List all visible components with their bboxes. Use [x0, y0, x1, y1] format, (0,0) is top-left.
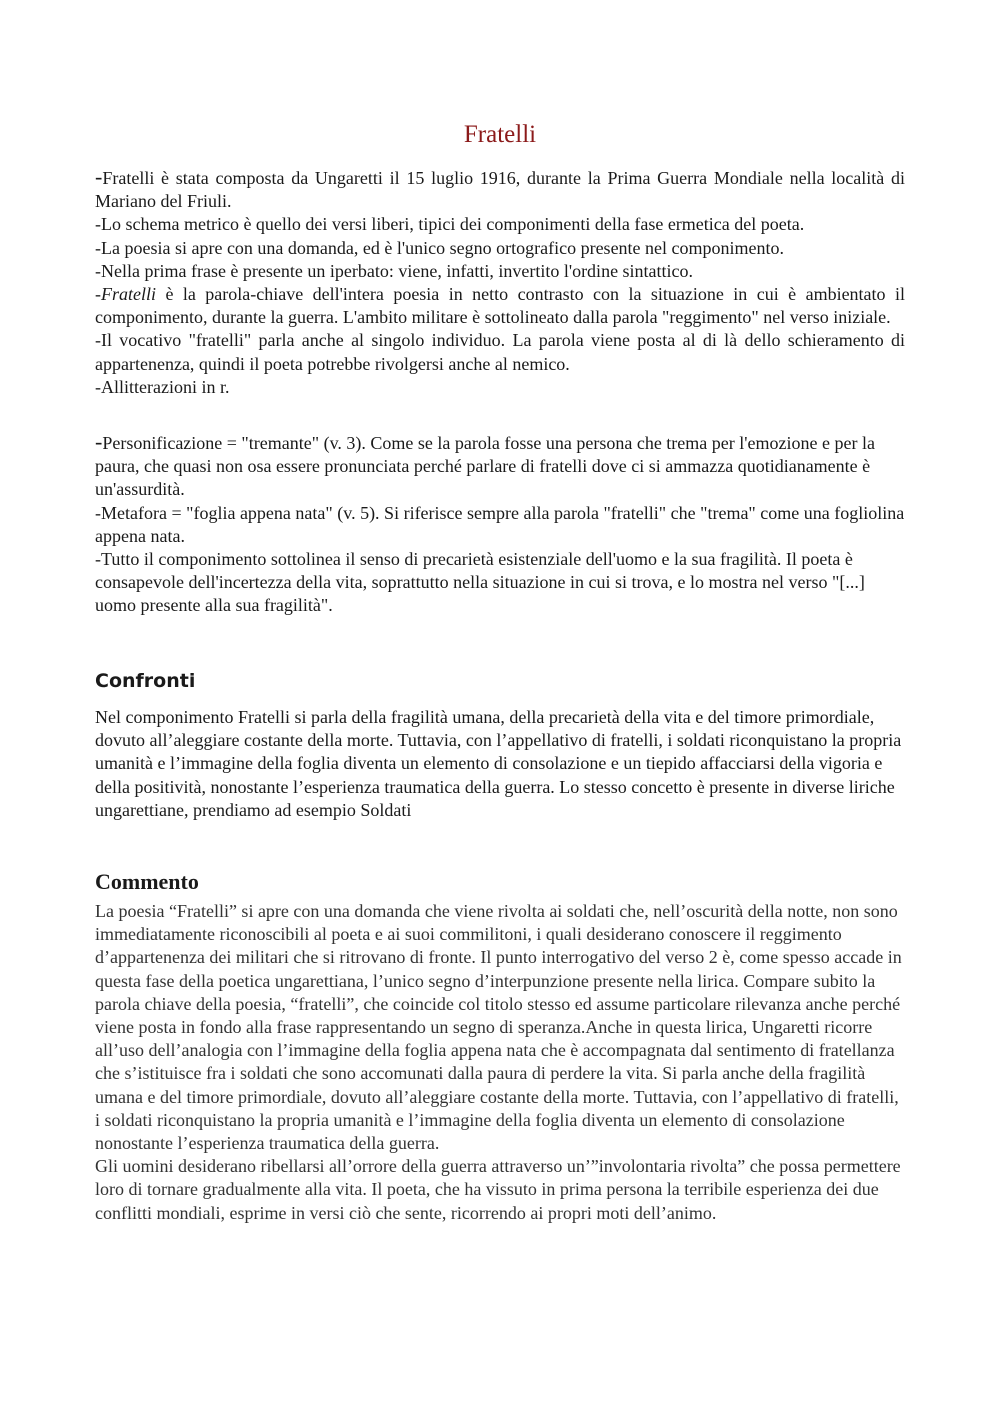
note-item — [95, 502, 905, 548]
note-item — [95, 283, 905, 329]
note-text: Il vocativo "fratelli" parla anche al singolo individuo. La parola viene posta al di là dello schieramento di appartenenza, quindi il poeta potrebbe rivolgersi anche al nemico. — [95, 330, 905, 374]
note-text: Allitterazioni in r. — [101, 376, 230, 397]
note-item — [95, 548, 905, 618]
commento-heading: Commento — [95, 869, 199, 894]
note-text: Metafora = "foglia appena nata" (v. 5). Si riferisce sempre alla parola "fratelli" che "trema" come una fogliolina appena nata. — [95, 502, 905, 546]
note-text: Lo schema metrico è quello dei versi liberi, tipici dei componimenti della fase ermetica del poeta. — [101, 214, 805, 235]
note-text: è la parola-chiave dell'intera poesia in netto contrasto con la situazione in cui è ambientato il componimento, durante la guerra. L'ambito militare è sottolineato dalla parola "reggimento" nel verso iniziale. — [95, 284, 905, 328]
note-dash: - — [95, 260, 101, 281]
confronti-section — [95, 706, 905, 822]
note-item — [95, 213, 905, 236]
note-dash: - — [95, 429, 103, 454]
note-item — [95, 376, 905, 399]
note-text: Personificazione = "tremante" (v. 3). Come se la parola fosse una persona che trema per l'emozione e per la paura, che quasi non osa essere pronunciata perché parlare di fratelli dove ci si ammazza quotidianamente è un'assurdità. — [95, 433, 875, 500]
commento-paragraph: Gli uomini desiderano ribellarsi all’orrore della guerra attraverso un’”involontaria rivolta” che possa permettere loro di tornare gradualmente alla vita. Il poeta, che ha vissuto in prima persona la terribile esperienza dei due conflitti mondiali, esprime in versi ciò che sente, ricorrendo ai propri moti dell’animo. — [95, 1156, 901, 1223]
note-dash: - — [95, 214, 101, 235]
note-dash: - — [95, 549, 101, 570]
note-dash: - — [95, 237, 101, 258]
note-dash: - — [95, 284, 101, 305]
notes-list-analysis — [95, 165, 905, 399]
note-text: Nella prima frase è presente un iperbato: viene, infatti, invertito l'ordine sintattico. — [101, 260, 694, 281]
note-item — [95, 329, 905, 375]
note-item — [95, 260, 905, 283]
note-dash: - — [95, 376, 101, 397]
note-dash: - — [95, 164, 103, 189]
confronti-heading: Confronti — [95, 670, 196, 692]
note-item — [95, 165, 905, 213]
note-dash: - — [95, 502, 101, 523]
note-item — [95, 237, 905, 260]
page-title: Fratelli — [463, 121, 537, 148]
commento-section — [95, 900, 905, 1225]
note-italic-keyword: Fratelli — [101, 284, 156, 305]
notes-list-figures — [95, 430, 905, 618]
note-item — [95, 430, 905, 502]
note-dash: - — [95, 330, 101, 351]
note-text: Fratelli è stata composta da Ungaretti il 15 luglio 1916, durante la Prima Guerra Mondiale nella località di Mariano del Friuli. — [95, 168, 905, 212]
note-text: La poesia si apre con una domanda, ed è l'unico segno ortografico presente nel componimento. — [101, 237, 785, 258]
commento-paragraph: La poesia “Fratelli” si apre con una domanda che viene rivolta ai soldati che, nell’oscurità della notte, non sono immediatamente riconoscibili al poeta e ai suoi commilitoni, i quali desiderano conoscere il reggimento d’appartenenza dei militari che si ritrovano di fronte. Il punto interrogativo del verso 2 è, come spesso accade in questa fase della poetica ungarettiana, l’unico segno d’interpunzione presente nella lirica. Compare subito la parola chiave della poesia, “fratelli”, che coincide col titolo stesso ed assume particolare rilevanza anche perché viene posta in fondo alla frase rappresentando un segno di speranza.Anche in questa lirica, Ungaretti ricorre all’uso dell’analogia con l’immagine della foglia appena nata che è accompagnata dal sentimento di fratellanza che s’istituisce fra i soldati che sono accomunati dalla paura di perdere la vita. Si parla anche della fragilità umana e del timore primordiale, dovuto all’aleggiare costante della morte. Tuttavia, con l’appellativo di fratelli, i soldati riconquistano la propria umanità e l’immagine della foglia diventa un elemento di consolazione nonostante l’esperienza traumatica della guerra. — [95, 901, 902, 1154]
confronti-paragraph: Nel componimento Fratelli si parla della fragilità umana, della precarietà della vita e del timore primordiale, dovuto all’aleggiare costante della morte. Tuttavia, con l’appellativo di fratelli, i soldati riconquistano la propria umanità e l’immagine della foglia diventa un elemento di consolazione e un tiepido affacciarsi della vigoria e della positività, nonostante l’esperienza traumatica della guerra. Lo stesso concetto è presente in diverse liriche ungarettiane, prendiamo ad esempio Soldati — [95, 707, 902, 820]
note-text: Tutto il componimento sottolinea il senso di precarietà esistenziale dell'uomo e la sua fragilità. Il poeta è consapevole dell'incertezza della vita, soprattutto nella situazione in cui si trova, e lo mostra nel verso "[...] uomo presente alla sua fragilità". — [95, 549, 865, 616]
